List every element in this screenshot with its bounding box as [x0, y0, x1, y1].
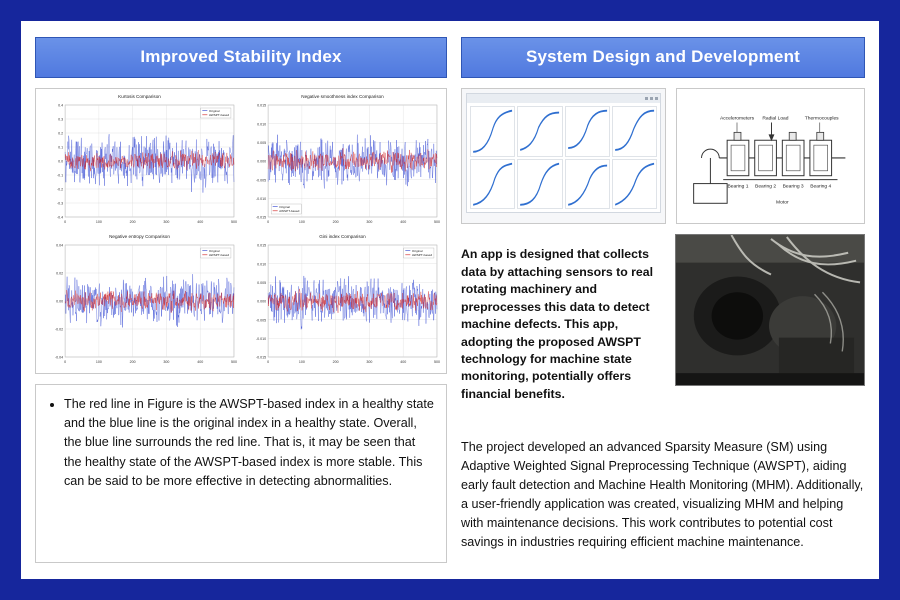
svg-text:0: 0	[64, 220, 67, 225]
chart-grid	[39, 93, 443, 371]
svg-text:0.000: 0.000	[257, 299, 267, 304]
chart-title: Gini index Comparison	[319, 234, 366, 240]
svg-text:100: 100	[95, 220, 102, 225]
window-close-icon	[655, 97, 658, 100]
chart-negative-smoothness	[242, 93, 443, 231]
left-column-bullets	[35, 384, 447, 563]
svg-text:-0.02: -0.02	[54, 327, 64, 332]
chart-title: Kurtosis Comparison	[118, 94, 161, 99]
machinery-photo	[675, 234, 865, 386]
rig-label-bearing-1: Bearing 1	[727, 184, 749, 190]
app-description-text: An app is designed that collects data by attaching sensors to real rotating machinery and preprocesses this data to detect machine defects. This app, adopting the proposed AWSPT technology for machine state monitoring, potentially offers financial benefits.	[461, 247, 654, 401]
svg-text:-0.04: -0.04	[54, 355, 64, 360]
charts-panel	[35, 88, 447, 374]
test-rig-diagram	[676, 88, 865, 224]
app-chart-column	[612, 106, 657, 209]
svg-text:-0.3: -0.3	[56, 201, 64, 206]
svg-text:200: 200	[332, 220, 339, 225]
svg-text:500: 500	[230, 220, 237, 225]
svg-text:-0.005: -0.005	[255, 178, 267, 183]
rig-label-radial-load: Radial Load	[762, 116, 789, 122]
right-top-row	[461, 88, 865, 224]
test-rig-svg	[677, 89, 864, 223]
svg-text:Original: Original	[208, 249, 220, 254]
app-chart-column	[517, 106, 562, 209]
svg-text:-0.015: -0.015	[255, 355, 267, 360]
svg-text:AWSPT-based: AWSPT-based	[279, 209, 300, 214]
svg-text:0.2: 0.2	[58, 131, 64, 136]
svg-text:300: 300	[366, 360, 373, 365]
svg-text:0.000: 0.000	[257, 159, 267, 164]
svg-text:0.015: 0.015	[257, 243, 267, 248]
svg-text:AWSPT-based: AWSPT-based	[411, 253, 433, 258]
poster-columns	[21, 21, 879, 579]
app-mini-chart	[612, 106, 657, 157]
svg-text:0.04: 0.04	[56, 243, 64, 248]
rig-label-motor: Motor	[776, 200, 789, 206]
chart-plot-negative-smoothness	[242, 99, 443, 231]
app-chart-column	[470, 106, 515, 209]
machinery-photo-svg	[676, 235, 864, 385]
app-mini-chart	[470, 106, 515, 157]
svg-text:0.005: 0.005	[257, 281, 267, 286]
app-mini-chart	[565, 159, 610, 210]
svg-text:400: 400	[400, 360, 407, 365]
svg-text:400: 400	[400, 220, 407, 225]
svg-text:AWSPT-based: AWSPT-based	[208, 113, 230, 118]
svg-text:300: 300	[366, 220, 373, 225]
svg-text:500: 500	[230, 360, 237, 365]
svg-text:100: 100	[298, 220, 305, 225]
app-mini-chart	[517, 159, 562, 210]
app-chart-column	[565, 106, 610, 209]
right-mid-row	[461, 234, 865, 416]
poster-canvas	[18, 18, 882, 582]
svg-text:Original: Original	[411, 249, 423, 254]
svg-text:300: 300	[163, 220, 170, 225]
chart-title: Negative entropy Comparison	[109, 234, 170, 240]
svg-text:Original: Original	[279, 205, 290, 210]
svg-text:AWSPT-based: AWSPT-based	[208, 253, 230, 258]
svg-text:0.1: 0.1	[58, 145, 64, 150]
rig-label-accelerometers: Accelerometers	[719, 116, 755, 122]
svg-text:100: 100	[298, 360, 305, 365]
svg-text:0.0: 0.0	[58, 159, 64, 164]
chart-plot-negative-entropy	[39, 239, 240, 371]
chart-kurtosis	[39, 93, 240, 231]
chart-gini-index	[242, 233, 443, 371]
chart-plot-gini-index	[242, 239, 443, 371]
svg-text:0.010: 0.010	[257, 262, 267, 267]
app-window-titlebar	[466, 93, 661, 103]
svg-text:0.00: 0.00	[56, 299, 64, 304]
svg-text:400: 400	[197, 220, 204, 225]
svg-text:500: 500	[433, 220, 440, 225]
rig-label-bearing-4: Bearing 4	[810, 184, 832, 190]
app-mini-chart	[517, 106, 562, 157]
svg-text:0: 0	[267, 220, 270, 225]
app-mini-chart	[470, 159, 515, 210]
svg-text:-0.4: -0.4	[56, 215, 64, 220]
svg-text:0: 0	[64, 360, 67, 365]
project-summary-text: The project developed an advanced Sparsity Measure (SM) using Adaptive Weighted Signal Preprocessing Technique (AWSPT), aiding early fault detection and Machine Health Monitoring (MHM). Additionally, a user-friendly application was created, visualizing MHM and helping with maintenance decisions. This work contributes to potential cost savings in industries requiring efficient machine maintenance.	[461, 440, 864, 549]
chart-title: Negative smoothness index Comparison	[301, 94, 384, 99]
window-maximize-icon	[650, 97, 653, 100]
svg-text:500: 500	[433, 360, 440, 365]
app-mini-chart	[565, 106, 610, 157]
app-screenshot	[461, 88, 666, 224]
svg-text:0.010: 0.010	[257, 122, 267, 127]
rig-label-bearing-2: Bearing 2	[755, 184, 777, 190]
svg-text:-0.1: -0.1	[56, 173, 64, 178]
chart-plot-kurtosis	[39, 99, 240, 231]
svg-text:-0.2: -0.2	[56, 187, 64, 192]
list-item: • The red line in Figure is the AWSPT-based index in a healthy state and the blue line is the original index in a healthy state. Overall, the blue line surrounds the red line. That is, it may be seen that the healthy state of the AWSPT-based index is more stable. This can be said to be more effective in detecting abnormalities.	[64, 395, 434, 491]
svg-text:0: 0	[267, 360, 270, 365]
svg-text:0.4: 0.4	[58, 103, 64, 108]
svg-text:200: 200	[129, 220, 136, 225]
rig-label-thermocouples: Thermocouples	[804, 116, 839, 122]
rig-label-bearing-3: Bearing 3	[782, 184, 804, 190]
svg-text:0.02: 0.02	[56, 271, 64, 276]
svg-text:400: 400	[197, 360, 204, 365]
svg-text:200: 200	[332, 360, 339, 365]
svg-text:-0.010: -0.010	[255, 337, 267, 342]
app-chart-grid	[466, 103, 661, 213]
svg-text:-0.015: -0.015	[255, 215, 267, 220]
window-minimize-icon	[645, 97, 648, 100]
bullet-list	[48, 395, 434, 491]
svg-text:0.3: 0.3	[58, 117, 64, 122]
right-column	[461, 37, 865, 563]
svg-text:0.005: 0.005	[257, 140, 267, 145]
svg-text:200: 200	[129, 360, 136, 365]
left-column-banner: Improved Stability Index	[35, 37, 447, 78]
app-mini-chart	[612, 159, 657, 210]
svg-text:300: 300	[163, 360, 170, 365]
svg-text:Original: Original	[208, 109, 220, 114]
svg-text:-0.010: -0.010	[255, 196, 267, 201]
svg-text:0.015: 0.015	[257, 103, 267, 108]
right-column-banner: System Design and Development	[461, 37, 865, 78]
svg-text:100: 100	[95, 360, 102, 365]
chart-negative-entropy	[39, 233, 240, 371]
svg-text:-0.005: -0.005	[255, 318, 267, 323]
left-column	[35, 37, 447, 563]
